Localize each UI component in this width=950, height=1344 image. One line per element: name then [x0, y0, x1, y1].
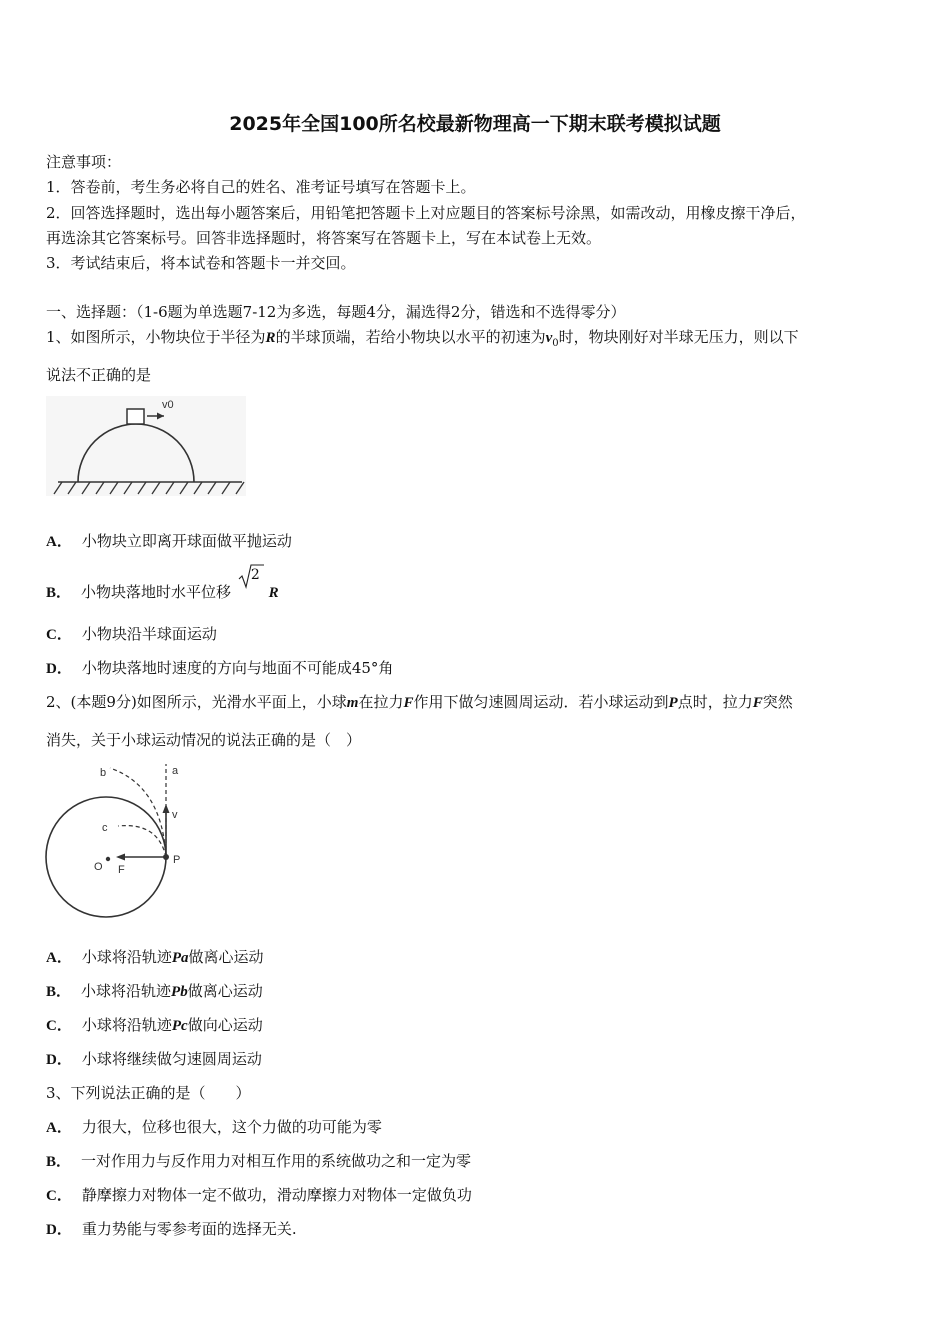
label-f: F: [118, 864, 125, 876]
notice-item-1: 1．答卷前，考生务必将自己的姓名、准考证号填写在答题卡上。: [46, 178, 476, 196]
label-c: c: [102, 822, 108, 834]
label-v: v: [172, 809, 178, 821]
q2-option-d[interactable]: D． 小球将继续做匀速圆周运动: [46, 1050, 262, 1068]
label-o: O: [94, 861, 103, 873]
question-1-stem-line-2: 说法不正确的是: [46, 366, 152, 384]
q2-option-a[interactable]: A． 小球将沿轨迹Pa做离心运动: [46, 948, 264, 966]
notice-heading: 注意事项：: [46, 153, 122, 171]
notice-item-2-line-2: 再选涂其它答案标号。回答非选择题时，将答案写在答题卡上，写在本试卷上无效。: [46, 229, 602, 247]
notice-item-3: 3．考试结束后，将本试卷和答题卡一并交回。: [46, 254, 356, 272]
circular-motion-figure: [44, 760, 194, 920]
question-2-stem: 2、(本题9分)如图所示，光滑水平面上，小球m在拉力F作用下做匀速圆周运动．若小球运动到P点时，拉力F突然: [46, 693, 793, 711]
notice-item-2-line-1: 2．回答选择题时，选出每小题答案后，用铅笔把答题卡上对应题目的答案标号涂黑，如需改动，用橡皮擦干净后，: [46, 204, 806, 222]
hemisphere-figure: [46, 396, 246, 500]
page-title: 2025年全国100所名校最新物理高一下期末联考模拟试题: [229, 113, 721, 135]
question-3-stem: 3、下列说法正确的是（ ）: [46, 1084, 251, 1102]
q1-option-d[interactable]: D． 小物块落地时速度的方向与地面不可能成45°角: [46, 659, 394, 677]
q3-option-a[interactable]: A． 力很大，位移也很大，这个力做的功可能为零: [46, 1118, 382, 1136]
q1-option-c[interactable]: C． 小物块沿半球面运动: [46, 625, 217, 643]
question-1-stem: 1、如图所示，小物块位于半径为R的半球顶端，若给小物块以水平的初速为$v_0$时，物块刚好对半球无压力，则以下: [46, 328, 799, 349]
q1-option-b[interactable]: B． 小物块落地时水平位移 2 R: [46, 567, 279, 601]
q3-option-d[interactable]: D． 重力势能与零参考面的选择无关.: [46, 1220, 297, 1238]
label-p: P: [173, 854, 181, 866]
q2-option-c[interactable]: C． 小球将沿轨迹Pc做向心运动: [46, 1016, 263, 1034]
question-2-stem-line-2: 消失，关于小球运动情况的说法正确的是（ ）: [46, 731, 362, 749]
sqrt-symbol: 2: [238, 577, 264, 597]
velocity-label: v0: [162, 399, 174, 411]
q2-option-b[interactable]: B． 小球将沿轨迹Pb做离心运动: [46, 982, 263, 1000]
label-a: a: [172, 765, 179, 777]
q3-option-b[interactable]: B． 一对作用力与反作用力对相互作用的系统做功之和一定为零: [46, 1152, 472, 1170]
section-heading: 一、选择题：（1-6题为单选题7-12为多选，每题4分，漏选得2分，错选和不选得零分）: [46, 303, 626, 321]
label-b: b: [100, 767, 107, 779]
q1-option-a[interactable]: A． 小物块立即离开球面做平抛运动: [46, 532, 292, 550]
q3-option-c[interactable]: C． 静摩擦力对物体一定不做功，滑动摩擦力对物体一定做负功: [46, 1186, 472, 1204]
